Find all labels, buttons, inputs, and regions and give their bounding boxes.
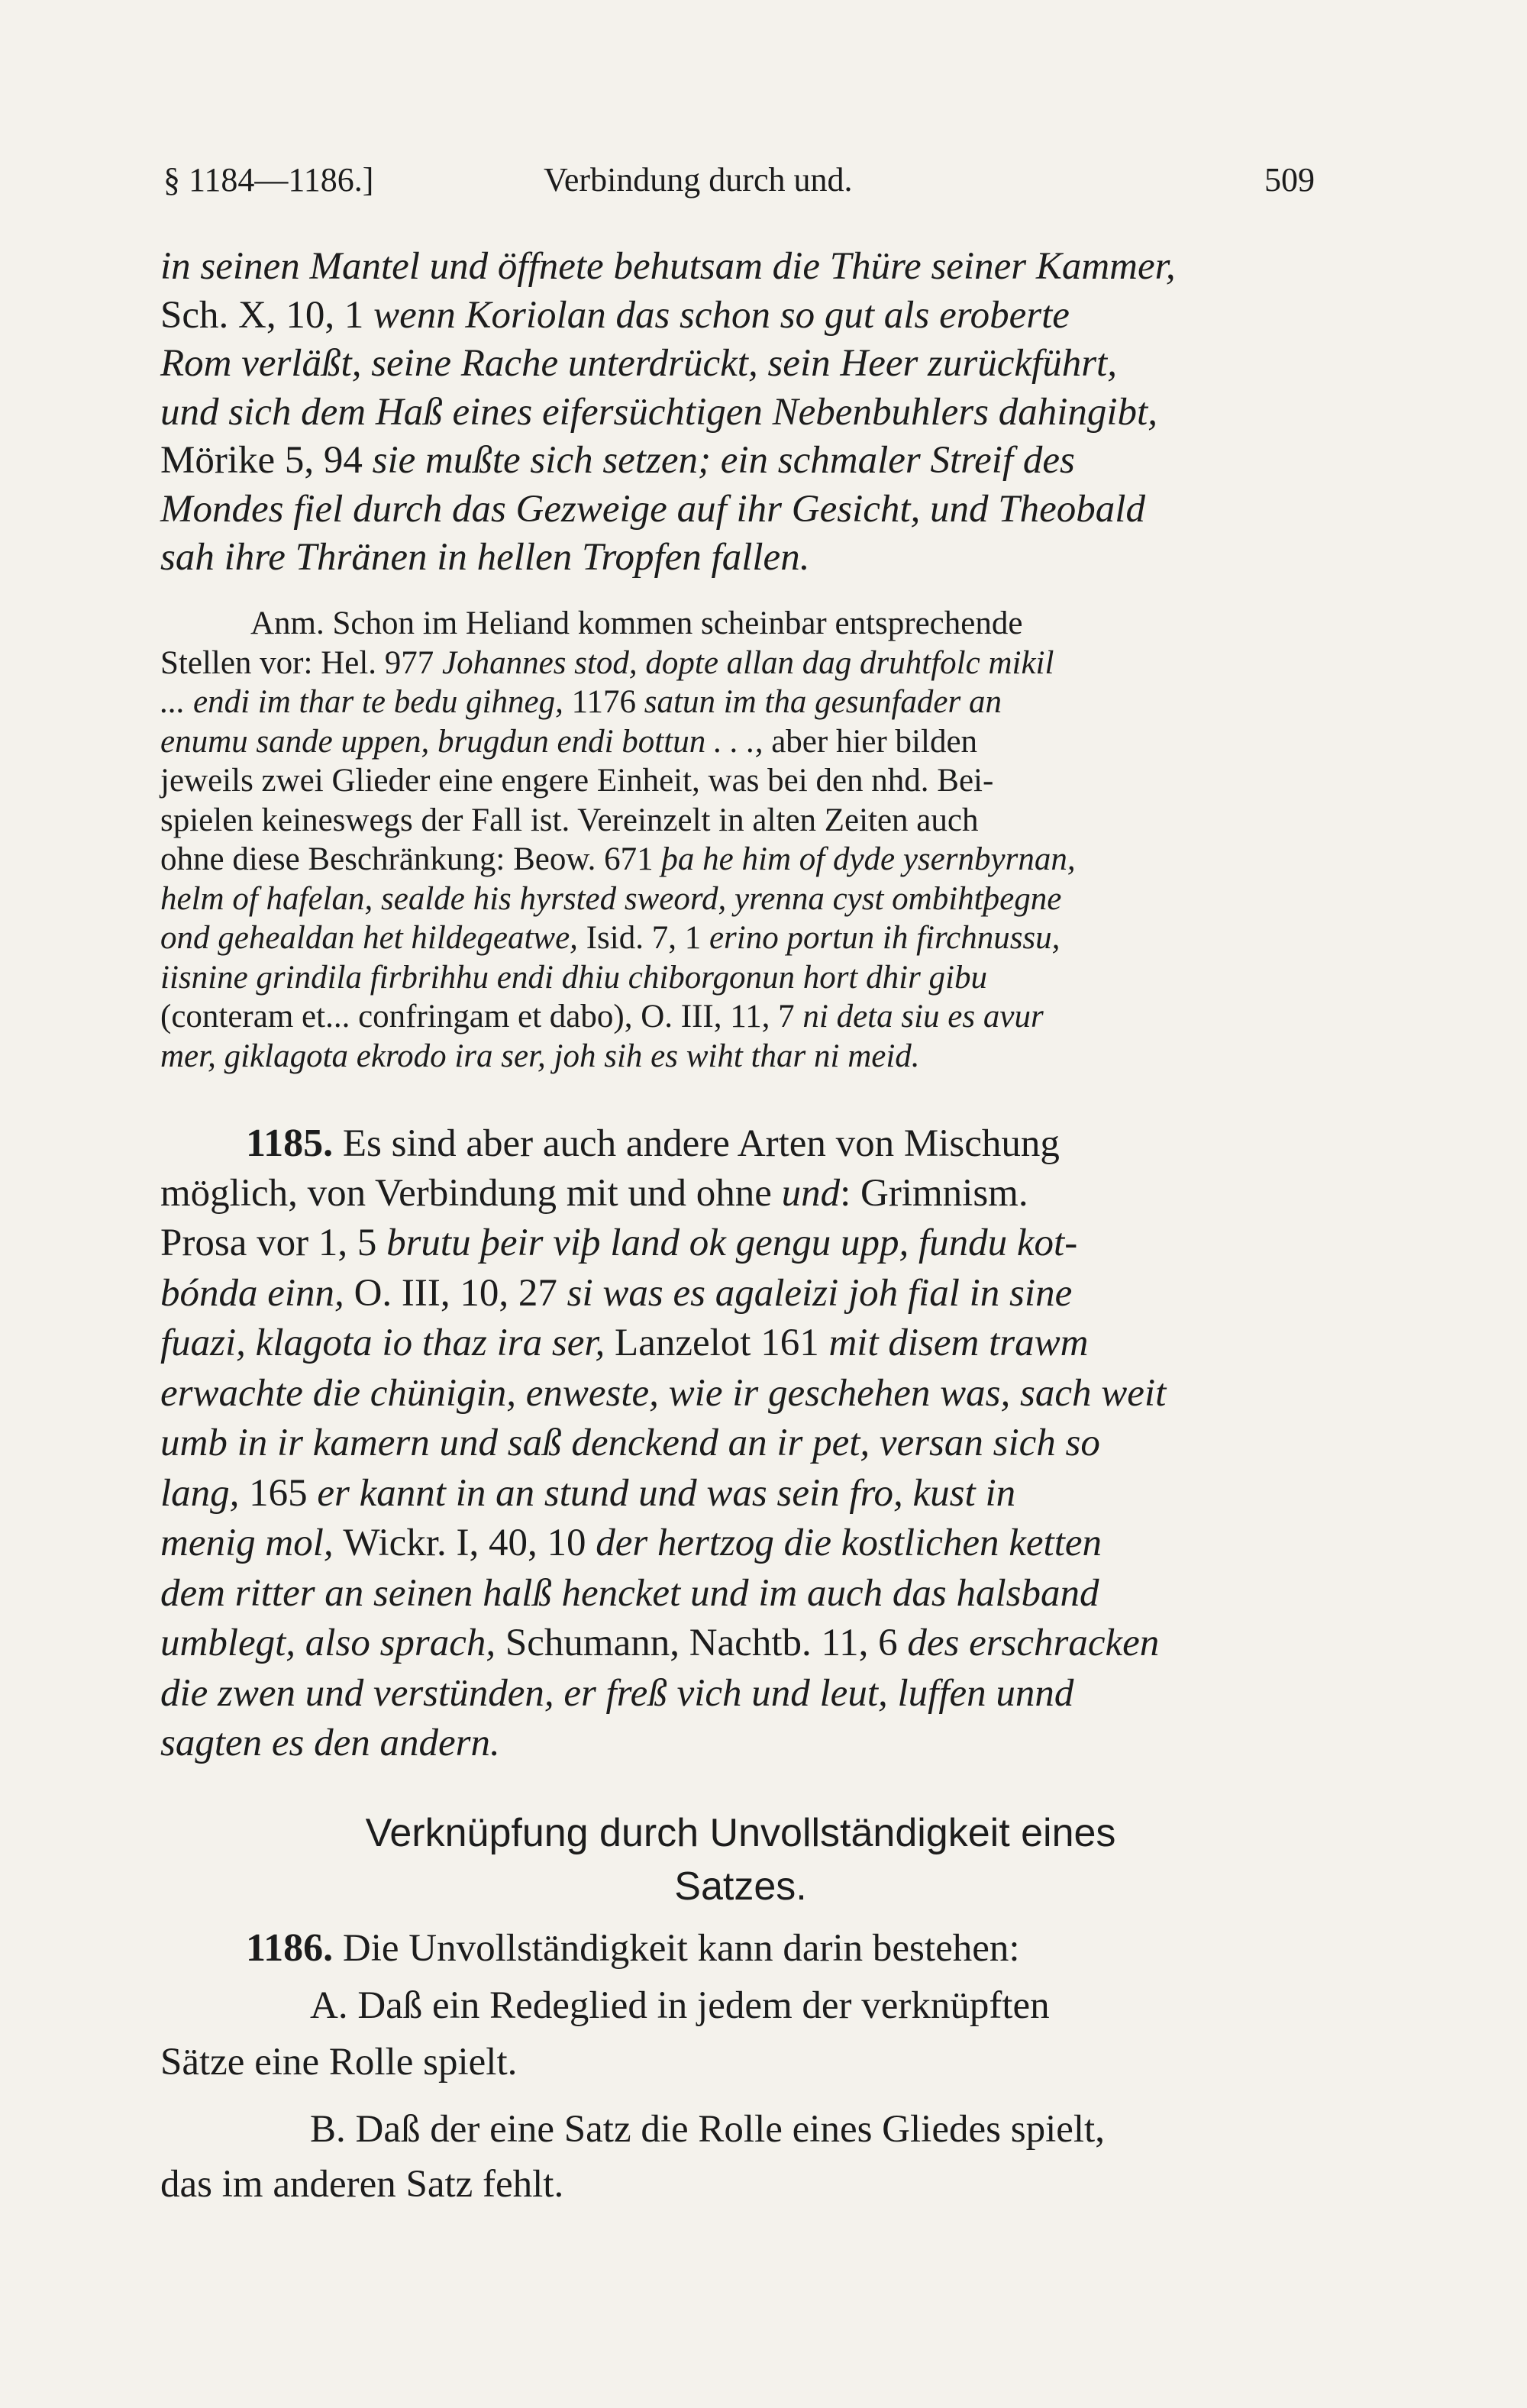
item-a-line-2: Sätze eine Rolle spielt.	[160, 2041, 518, 2084]
paragraph-number: 1185.	[246, 1122, 334, 1165]
item-a-line-1: A. Daß ein Redeglied in jedem der verknüpften	[310, 1984, 1050, 2027]
text-line	[160, 1521, 1102, 1565]
text-line	[160, 1571, 1099, 1616]
italic-text: iisnine grindila firbrihhu endi dhiu chiborgonun hort dhir gibu	[160, 959, 987, 996]
text: möglich, von Verbindung mit und ohne	[160, 1171, 782, 1215]
text-line	[160, 998, 1044, 1035]
italic-text: ... endi im thar te bedu gihneg,	[160, 684, 572, 720]
text-line	[160, 1721, 500, 1765]
text: Mörike 5, 94	[160, 439, 373, 482]
text: O. III, 10, 27	[354, 1271, 567, 1315]
text: Lanzelot 161	[615, 1322, 829, 1364]
text-line	[160, 1221, 1077, 1265]
text-line	[160, 1471, 1015, 1515]
section-heading-line-2: Satzes.	[674, 1864, 807, 1909]
text-line	[160, 438, 1075, 483]
text: : Grimnism.	[840, 1171, 1028, 1215]
item-b-line-2: das im anderen Satz fehlt.	[160, 2163, 564, 2206]
text-line	[160, 880, 1061, 918]
section-heading-line-1: Verknüpfung durch Unvollständigkeit eines	[365, 1811, 1116, 1855]
text: Es sind aber auch andere Arten von Mischung	[333, 1122, 1060, 1165]
text-line	[160, 841, 1076, 878]
italic-text: Mondes fiel durch das Gezweige auf ihr Gesicht, und Theobald	[160, 487, 1145, 531]
text-line	[160, 683, 1002, 721]
text-line	[250, 605, 1022, 642]
text-line	[160, 1271, 1072, 1315]
text: Wickr. I, 40, 10	[343, 1522, 596, 1564]
italic-text: satun im tha gesunfader an	[644, 684, 1002, 720]
italic-text: wenn Koriolan das schon so gut als eroberte	[373, 293, 1070, 337]
text: aber hier bilden	[763, 723, 978, 760]
text-line	[160, 390, 1157, 434]
italic-text: brutu þeir viþ land ok gengu upp, fundu kot-	[386, 1222, 1078, 1264]
italic-text: bónda einn,	[160, 1271, 354, 1315]
text-line	[160, 293, 1070, 337]
text-line	[160, 1421, 1100, 1465]
text: Anm. Schon im Heliand kommen scheinbar entsprechende	[250, 605, 1023, 641]
italic-text: des erschracken	[907, 1622, 1160, 1664]
italic-text: ni deta siu es avur	[802, 999, 1044, 1035]
text: Isid. 7, 1	[586, 920, 709, 956]
italic-text: mer, giklagota ekrodo ira ser, joh sih es wiht thar ni meid.	[160, 1038, 920, 1074]
text-line	[160, 1671, 1073, 1716]
text-line	[160, 919, 1060, 957]
text-line	[160, 959, 987, 996]
text-line	[160, 487, 1145, 531]
text: Sch. X, 10, 1	[160, 293, 374, 337]
italic-text: der hertzog die kostlichen ketten	[596, 1522, 1102, 1564]
italic-text: erino portun ih firchnussu,	[709, 920, 1061, 956]
text: Prosa vor 1, 5	[160, 1222, 387, 1264]
italic-text: lang,	[160, 1471, 250, 1515]
text: 1176	[571, 684, 644, 720]
paragraph-1185-first-text	[333, 1122, 1060, 1165]
text-line	[160, 644, 1054, 682]
text: 165	[249, 1471, 318, 1515]
section-range: § 1184—1186.]	[163, 161, 374, 199]
text-line	[160, 535, 809, 579]
paragraph-number: 1186.	[246, 1926, 334, 1970]
paragraph-1186-intro-text: Die Unvollständigkeit kann darin bestehen:	[333, 1927, 1020, 1970]
italic-text: und	[781, 1171, 841, 1215]
italic-text: er kannt in an stund und was sein fro, kust in	[317, 1471, 1016, 1515]
italic-text: sah ihre Thränen in hellen Tropfen fallen.	[160, 536, 810, 579]
italic-text: si was es agaleizi joh fial in sine	[567, 1271, 1073, 1315]
running-header	[163, 157, 1315, 203]
text-line	[160, 1371, 1166, 1415]
italic-text: enumu sande uppen, brugdun endi bottun . . .,	[160, 723, 764, 760]
text-line	[160, 1621, 1159, 1665]
italic-text: Johannes stod, dopte allan dag druhtfolc mikil	[442, 644, 1054, 681]
text: ohne diese Beschränkung: Beow. 671	[160, 841, 662, 877]
running-title: Verbindung durch und.	[544, 161, 853, 199]
text-line	[160, 723, 977, 760]
italic-text: fuazi, klagota io thaz ira ser,	[160, 1322, 615, 1364]
italic-text: erwachte die chünigin, enweste, wie ir geschehen was, sach weit	[160, 1371, 1167, 1415]
text-line	[160, 341, 1117, 386]
item-b-line-1: B. Daß der eine Satz die Rolle eines Gliedes spielt,	[310, 2108, 1105, 2151]
italic-text: sagten es den andern.	[160, 1722, 500, 1764]
text: Stellen vor: Hel. 977	[160, 644, 443, 681]
italic-text: und sich dem Haß eines eifersüchtigen Nebenbuhlers dahingibt,	[160, 390, 1157, 434]
text: spielen keineswegs der Fall ist. Vereinzelt in alten Zeiten auch	[160, 802, 979, 838]
paragraph-1186-intro	[246, 1925, 1020, 1971]
text: Schumann, Nachtb. 11, 6	[505, 1622, 908, 1664]
italic-text: dem ritter an seinen halß hencket und im auch das halsband	[160, 1571, 1099, 1615]
text-line	[160, 762, 993, 799]
italic-text: Rom verläßt, seine Rache unterdrückt, sein Heer zurückführt,	[160, 342, 1117, 385]
italic-text: in seinen Mantel und öffnete behutsam die Thüre seiner Kammer,	[160, 245, 1176, 288]
italic-text: þa he him of dyde ysernbyrnan,	[661, 841, 1076, 877]
italic-text: menig mol,	[160, 1522, 344, 1564]
text-line	[160, 802, 978, 839]
italic-text: umb in ir kamern und saß denckend an ir pet, versan sich so	[160, 1422, 1100, 1464]
italic-text: helm of hafelan, sealde his hyrsted sweord, yrenna cyst ombihtþegne	[160, 880, 1062, 917]
text-line	[160, 244, 1176, 289]
text-line	[160, 1038, 920, 1075]
italic-text: mit disem trawm	[828, 1322, 1089, 1364]
page-number: 509	[1264, 161, 1315, 199]
italic-text: sie mußte sich setzen; ein schmaler Streif des	[372, 439, 1075, 482]
italic-text: die zwen und verstünden, er freß vich und leut, luffen unnd	[160, 1671, 1074, 1715]
text-line	[160, 1171, 1028, 1215]
text: (conteram et... confringam et dabo), O. III, 11, 7	[160, 999, 803, 1035]
text: jeweils zwei Glieder eine engere Einheit, was bei den nhd. Bei-	[160, 763, 994, 799]
italic-text: umblegt, also sprach,	[160, 1622, 505, 1664]
paragraph-1185-first-line	[246, 1121, 1060, 1166]
text-line	[160, 1321, 1088, 1365]
italic-text: ond gehealdan het hildegeatwe,	[160, 920, 586, 956]
